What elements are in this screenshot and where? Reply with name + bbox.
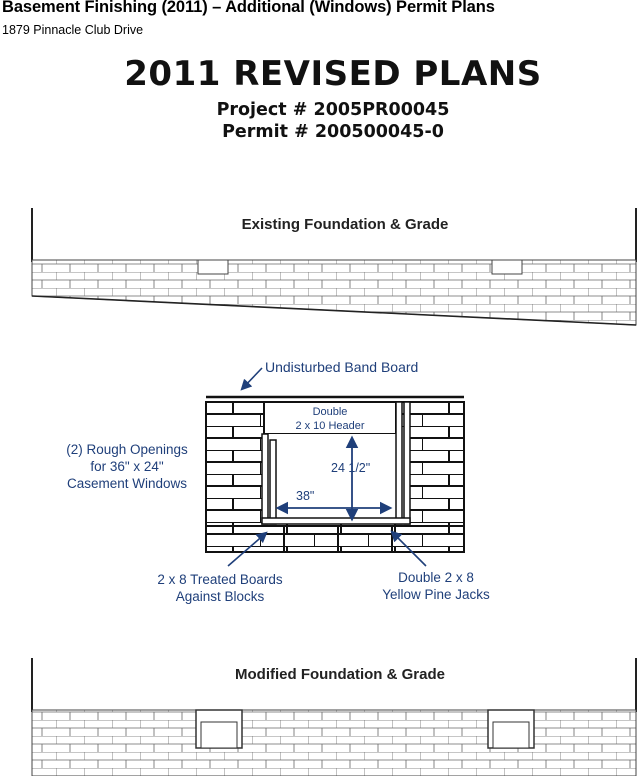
header-label-line2: 2 x 10 Header	[295, 420, 365, 432]
width-dimension-label: 38"	[296, 489, 315, 503]
document-title: Basement Finishing (2011) – Additional (Windows) Permit Plans	[2, 0, 495, 16]
existing-section-title: Existing Foundation & Grade	[241, 216, 449, 233]
left-jack-outer	[262, 434, 268, 524]
treated-boards-line1: 2 x 8 Treated Boards	[157, 572, 283, 587]
document-address: 1879 Pinnacle Club Drive	[2, 23, 144, 37]
band-board-callout-arrow	[242, 368, 262, 389]
modified-brick-wall	[32, 710, 636, 776]
header-label-line1: Double	[312, 406, 348, 418]
window-detail	[66, 359, 490, 604]
modified-foundation-section	[32, 658, 636, 776]
existing-brick-wall	[32, 260, 636, 325]
modified-window-right-glass	[493, 722, 529, 748]
jacks-line1: Double 2 x 8	[398, 570, 474, 585]
rough-openings-line3: Casement Windows	[66, 476, 188, 491]
height-dimension-label: 24 1/2"	[331, 461, 371, 475]
existing-window-opening-left	[198, 260, 228, 274]
jacks-line2: Yellow Pine Jacks	[382, 587, 490, 602]
treated-boards-line2: Against Blocks	[175, 589, 265, 604]
band-board-callout: Undisturbed Band Board	[265, 359, 419, 375]
existing-foundation-section	[32, 208, 636, 325]
rough-opening	[264, 434, 410, 524]
project-number: Project # 2005PR00045	[216, 100, 450, 120]
permit-number: Permit # 200500045-0	[222, 122, 444, 142]
right-jack-inner	[404, 402, 410, 524]
modified-section-title: Modified Foundation & Grade	[235, 666, 445, 683]
rough-openings-line2: for 36" x 24"	[90, 459, 164, 474]
plans-heading: 2011 REVISED PLANS	[124, 54, 542, 94]
existing-window-opening-right	[492, 260, 522, 274]
modified-window-left-glass	[201, 722, 237, 748]
left-jack-inner	[270, 440, 276, 524]
rough-openings-line1: (2) Rough Openings	[66, 442, 188, 457]
sill-board	[262, 518, 410, 524]
right-jack-outer	[396, 402, 402, 524]
